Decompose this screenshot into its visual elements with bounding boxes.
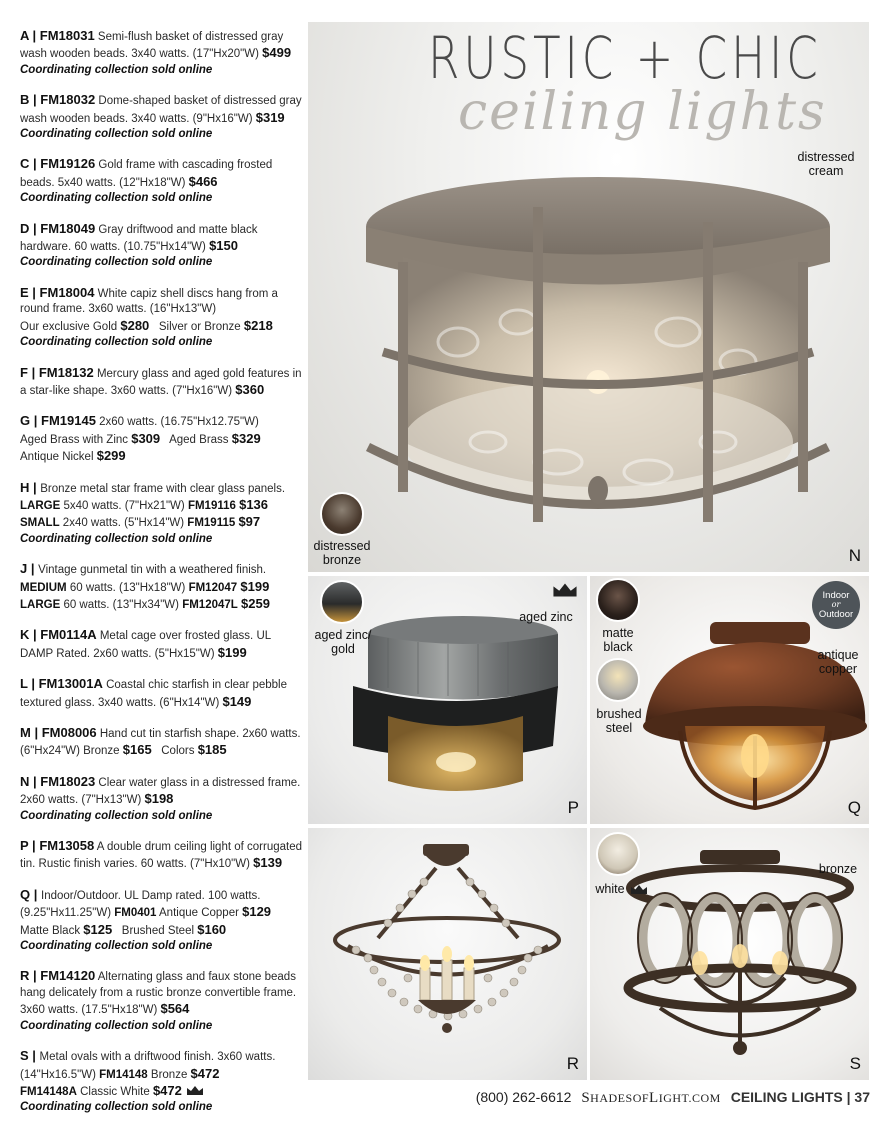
swatch-white[interactable] bbox=[596, 832, 640, 876]
product-sku: FM18049 bbox=[40, 220, 96, 236]
site-of: OF bbox=[632, 1091, 650, 1105]
product-text: Alternating glass and faux stone beads hang delicately from a rustic bronze convertible frame. 3x60 watts. (17.5"Hx18"W) bbox=[20, 971, 300, 1017]
finish-label-white: white bbox=[595, 882, 625, 896]
footer-website[interactable] bbox=[581, 1090, 721, 1106]
product-price: $466 bbox=[188, 173, 218, 189]
product-separator: | bbox=[28, 284, 40, 300]
page-title: RUSTIC + CHIC bbox=[428, 24, 822, 92]
product-price: $136 bbox=[239, 496, 269, 512]
product-text: Gold frame with cascading frosted beads. 5x40 watts. (12"Hx18"W) bbox=[20, 159, 276, 189]
product-letter: R bbox=[20, 968, 30, 984]
product-price: $280 bbox=[120, 317, 150, 333]
product-letter: C bbox=[20, 156, 30, 172]
indoor-outdoor-badge bbox=[812, 581, 860, 629]
product-sku: FM18031 bbox=[39, 28, 95, 43]
product-price: $185 bbox=[197, 742, 227, 758]
tile-letter-q: Q bbox=[847, 798, 861, 817]
product-text: SMALL bbox=[20, 517, 60, 530]
product-text: Matte Black bbox=[20, 924, 84, 937]
product-separator: | bbox=[28, 1048, 40, 1064]
product-text: FM19115 bbox=[187, 517, 236, 530]
product-text: 60 watts. (13"Hx18"W) bbox=[66, 581, 189, 594]
product-text: Classic White bbox=[76, 1085, 153, 1098]
product-separator: | bbox=[29, 479, 41, 495]
product-text: Dome-shaped basket of distressed gray wash wooden beads. 3x40 watts. (9"Hx16"W) bbox=[20, 95, 305, 125]
product-letter: A bbox=[20, 28, 29, 43]
page-number: 37 bbox=[854, 1089, 870, 1105]
tile-letter-s: S bbox=[849, 1054, 861, 1073]
product-text: 2x40 watts. (5"Hx14"W) bbox=[59, 517, 188, 530]
site-com: .COM bbox=[688, 1091, 721, 1105]
product-separator: | bbox=[30, 413, 41, 429]
footer-phone: (800) 262-6612 bbox=[475, 1089, 572, 1105]
coordinating-note[interactable]: Coordinating collection sold online bbox=[20, 809, 213, 822]
product-text: Brushed Steel bbox=[112, 924, 198, 937]
product-text: Vintage gunmetal tin with a weathered finish. bbox=[38, 564, 267, 577]
product-letter: D bbox=[20, 220, 30, 236]
product-text: White capiz shell discs hang from a round frame. 3x60 watts. (16"Hx13"W) bbox=[20, 287, 282, 316]
tile-r bbox=[308, 828, 587, 1080]
coordinating-note[interactable]: Coordinating collection sold online bbox=[20, 128, 213, 141]
product-separator: | bbox=[30, 886, 41, 902]
coordinating-note[interactable]: Coordinating collection sold online bbox=[20, 940, 213, 953]
product-text: LARGE bbox=[20, 598, 61, 611]
product-entry bbox=[20, 774, 305, 824]
light-r-image bbox=[308, 828, 587, 1080]
coordinating-note[interactable]: Coordinating collection sold online bbox=[20, 1019, 213, 1032]
product-sku: FM18004 bbox=[39, 284, 95, 300]
product-entry bbox=[20, 92, 305, 142]
product-price: $329 bbox=[231, 430, 261, 446]
product-separator: | bbox=[29, 92, 41, 108]
product-sku: FM19126 bbox=[40, 156, 96, 172]
product-entry bbox=[20, 1048, 305, 1116]
product-entry bbox=[20, 285, 305, 351]
product-separator: | bbox=[27, 561, 39, 577]
product-text: A double drum ceiling light of corrugated tin. Rustic finish varies. 60 watts. (7"Hx10"W) bbox=[20, 841, 306, 871]
coordinating-note[interactable]: Coordinating collection sold online bbox=[20, 336, 213, 349]
product-text: Silver or Bronze bbox=[149, 320, 244, 333]
product-text: Antique Copper bbox=[156, 907, 243, 920]
product-text: Bronze bbox=[147, 1068, 191, 1081]
swatch-matte-black[interactable] bbox=[596, 578, 640, 622]
site-hades: HADES bbox=[590, 1091, 633, 1105]
coordinating-note[interactable]: Coordinating collection sold online bbox=[20, 1101, 213, 1114]
product-separator: | bbox=[28, 838, 40, 854]
product-price: $499 bbox=[262, 45, 292, 61]
product-sku: FM13001A bbox=[38, 676, 103, 692]
product-price: $97 bbox=[238, 514, 261, 530]
footer-separator: | bbox=[842, 1089, 855, 1105]
product-price: $309 bbox=[131, 430, 161, 446]
product-price: $198 bbox=[144, 791, 174, 807]
product-price: $259 bbox=[241, 595, 270, 611]
product-text: FM12047 bbox=[188, 581, 238, 594]
product-list bbox=[20, 28, 305, 1116]
product-text: FM14148 bbox=[99, 1068, 148, 1081]
product-text: Bronze metal star frame with clear glass panels. bbox=[40, 482, 286, 495]
site-ight: IGHT bbox=[658, 1091, 689, 1105]
page-footer bbox=[466, 1089, 870, 1107]
product-sku: FM14120 bbox=[40, 968, 96, 984]
product-entry bbox=[20, 480, 305, 548]
tile-p bbox=[308, 576, 587, 824]
product-entry bbox=[20, 365, 305, 400]
product-entry bbox=[20, 156, 305, 206]
product-entry bbox=[20, 627, 305, 662]
product-price: $360 bbox=[235, 381, 265, 397]
product-letter: J bbox=[20, 561, 28, 577]
product-price: $199 bbox=[240, 578, 270, 594]
product-letter: Q bbox=[20, 886, 31, 902]
product-letter: L bbox=[20, 676, 28, 692]
product-sku: FM13058 bbox=[39, 838, 95, 854]
product-text: Antique Nickel bbox=[20, 451, 97, 464]
product-sku: FM18132 bbox=[38, 364, 94, 380]
product-letter: K bbox=[20, 627, 30, 643]
product-price: $139 bbox=[253, 855, 283, 871]
product-sku: FM0114A bbox=[40, 627, 97, 643]
tile-s bbox=[590, 828, 869, 1080]
product-sku: FM18023 bbox=[40, 773, 96, 789]
product-price: $472 bbox=[152, 1082, 182, 1098]
product-sku: FM08006 bbox=[41, 725, 97, 740]
product-text: (9.25"Hx11.25"W) bbox=[20, 907, 115, 920]
product-text: Clear water glass in a distressed frame. 2x60 watts. (7"Hx13"W) bbox=[20, 776, 304, 807]
product-text: LARGE bbox=[20, 499, 61, 512]
product-text: Indoor/Outdoor. UL Damp rated. 100 watts. bbox=[41, 889, 261, 902]
site-s: S bbox=[581, 1090, 591, 1106]
product-text: FM12047L bbox=[182, 598, 238, 611]
coordinating-note[interactable]: Coordinating collection sold online bbox=[20, 63, 213, 76]
finish-label-distressed-bronze: distressed bronze bbox=[313, 539, 371, 567]
product-entry bbox=[20, 221, 305, 271]
product-text: Metal cage over frosted glass. UL DAMP Rated. 2x60 watts. (5"Hx15"W) bbox=[20, 630, 274, 660]
product-price: $165 bbox=[122, 742, 152, 758]
swatch-brushed-steel[interactable] bbox=[596, 658, 640, 702]
product-text: Semi-flush basket of distressed gray wash wooden beads. 3x40 watts. (17"Hx20"W) bbox=[20, 31, 287, 61]
product-price: $160 bbox=[197, 921, 227, 937]
footer-section: CEILING LIGHTS bbox=[730, 1089, 843, 1105]
finish-label-matte-black: matte black bbox=[602, 626, 634, 654]
light-n-image bbox=[308, 22, 869, 572]
finish-label-antique-copper: antique copper bbox=[817, 648, 859, 676]
tile-letter-p: P bbox=[567, 798, 579, 817]
product-text: Coastal chic starfish in clear pebble textured glass. 3x40 watts. (6"Hx14"W) bbox=[20, 679, 291, 709]
coordinating-note[interactable]: Coordinating collection sold online bbox=[20, 256, 213, 269]
product-letter: P bbox=[20, 838, 29, 854]
product-price: $319 bbox=[255, 109, 285, 125]
crown-icon bbox=[552, 582, 578, 598]
product-entry bbox=[20, 28, 305, 78]
product-text: 60 watts. (13"Hx34"W) bbox=[60, 598, 183, 611]
site-l: L bbox=[649, 1090, 659, 1106]
product-entry bbox=[20, 561, 305, 613]
product-text: Our exclusive Gold bbox=[20, 320, 121, 333]
product-entry bbox=[20, 887, 305, 955]
product-entry bbox=[20, 676, 305, 711]
product-separator: | bbox=[29, 968, 41, 984]
product-separator: | bbox=[29, 627, 41, 643]
product-sku: FM19145 bbox=[41, 413, 96, 429]
finish-label-bronze: bronze bbox=[818, 862, 858, 876]
product-letter: H bbox=[20, 479, 30, 495]
product-separator: | bbox=[27, 676, 39, 692]
product-text: FM14148A bbox=[20, 1085, 77, 1098]
tile-letter-n: N bbox=[848, 546, 861, 565]
swatch-distressed-bronze[interactable] bbox=[320, 492, 364, 536]
product-price: $149 bbox=[222, 693, 252, 709]
page-subtitle: ceiling lights bbox=[458, 82, 827, 142]
tile-q bbox=[590, 576, 869, 824]
product-price: $129 bbox=[242, 904, 272, 920]
product-separator: | bbox=[28, 28, 40, 43]
product-price: $125 bbox=[83, 921, 113, 937]
hero-panel-n bbox=[308, 22, 869, 572]
product-letter: M bbox=[20, 725, 31, 740]
product-text: Aged Brass bbox=[160, 433, 232, 446]
product-price: $199 bbox=[217, 644, 247, 660]
product-sku: FM18032 bbox=[40, 92, 96, 108]
product-letter: N bbox=[20, 773, 30, 789]
badge-or-text: or bbox=[831, 600, 841, 609]
product-text: 2x60 watts. (16.75"Hx12.75"W) bbox=[99, 416, 259, 429]
product-text: Hand cut tin starfish shape. 2x60 watts. (6"Hx24"W) Bronze bbox=[20, 728, 304, 758]
product-text: FM0401 bbox=[114, 907, 157, 920]
product-price: $218 bbox=[243, 317, 273, 333]
product-separator: | bbox=[29, 156, 41, 172]
crown-icon bbox=[186, 1085, 204, 1096]
product-letter: G bbox=[20, 413, 31, 429]
finish-label-aged-zinc: aged zinc bbox=[519, 610, 573, 624]
product-entry bbox=[20, 838, 305, 873]
product-text: FM19116 bbox=[187, 499, 236, 512]
swatch-aged-zinc-gold[interactable] bbox=[320, 580, 364, 624]
product-price: $472 bbox=[190, 1065, 220, 1081]
product-price: $299 bbox=[96, 448, 126, 464]
product-letter: E bbox=[20, 284, 29, 300]
crown-icon bbox=[630, 884, 648, 895]
product-entry bbox=[20, 968, 305, 1034]
product-text: Metal ovals with a driftwood finish. 3x60 watts. (14"Hx16.5"W) bbox=[20, 1051, 279, 1081]
product-text: Gray driftwood and matte black hardware. 60 watts. (10.75"Hx14"W) bbox=[20, 223, 261, 254]
product-separator: | bbox=[27, 364, 39, 380]
product-letter: F bbox=[20, 364, 28, 380]
product-letter: B bbox=[20, 92, 30, 108]
product-text: Colors bbox=[151, 745, 198, 758]
product-separator: | bbox=[30, 725, 42, 740]
coordinating-note[interactable]: Coordinating collection sold online bbox=[20, 192, 213, 205]
product-text: Mercury glass and aged gold features in a star-like shape. 3x60 watts. (7"Hx16"W) bbox=[20, 367, 305, 397]
product-separator: | bbox=[29, 220, 41, 236]
badge-indoor-text: Indoor bbox=[822, 590, 850, 601]
tile-letter-r: R bbox=[566, 1054, 579, 1073]
product-entry bbox=[20, 413, 305, 465]
product-price: $564 bbox=[160, 1001, 190, 1017]
product-entry bbox=[20, 725, 305, 760]
product-letter: S bbox=[20, 1048, 29, 1064]
coordinating-note[interactable]: Coordinating collection sold online bbox=[20, 532, 213, 545]
finish-label-distressed-cream: distressed cream bbox=[797, 150, 855, 178]
product-price: $150 bbox=[209, 238, 238, 254]
finish-label-aged-zinc-gold: aged zinc/ gold bbox=[314, 628, 372, 656]
product-separator: | bbox=[29, 773, 41, 789]
product-text: 5x40 watts. (7"Hx21"W) bbox=[60, 499, 188, 512]
finish-label-brushed-steel: brushed steel bbox=[596, 707, 642, 735]
badge-outdoor-text: Outdoor bbox=[818, 609, 854, 620]
product-text: Aged Brass with Zinc bbox=[20, 433, 132, 446]
product-text: MEDIUM bbox=[20, 581, 67, 594]
